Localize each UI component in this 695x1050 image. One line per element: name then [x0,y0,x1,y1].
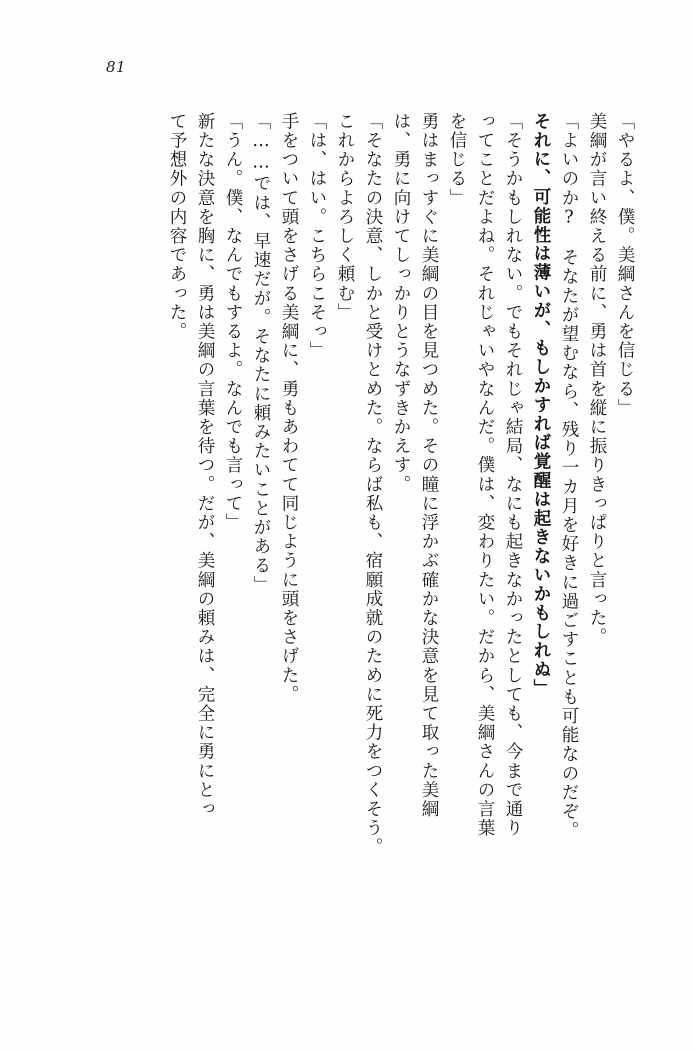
text-column: て予想外の内容であった。 [167,112,187,342]
text-column: 「うん。僕、なんでもするよ。なんでも言って」 [223,112,243,533]
text-column: 「よいのか? そなたが望むなら、残り一カ月を好きに過ごすことも可能なのだぞ。 [559,112,579,841]
text-column: これからよろしく頼む」 [335,112,355,323]
text-column: を信じる」 [447,112,467,208]
text-column: それに、可能性は薄いが、もしかすれば覚醒は起きないかもしれぬ」 [531,112,551,698]
text-column: ってことだよね。それじゃいやなんだ。僕は、変わりたい。だから、美綱さんの言葉 [475,112,495,838]
text-column: 美綱が言い終える前に、勇は首を縦に振りきっぱりと言った。 [587,112,607,647]
text-column: 手をついて頭をさげる美綱に、勇もあわてて同じように頭をさげた。 [279,112,299,705]
text-column: 新たな決意を胸に、勇は美綱の言葉を待つ。だが、美綱の頼みは、完全に勇にとっ [195,112,215,819]
text-column: 「そうかもしれない。でもそれじゃ結局、なにも起きなかったとしても、今まで通り [503,112,523,838]
text-column: は、勇に向けてしっかりとうなずきかえす。 [391,112,411,494]
text-column: 勇はまっすぐに美綱の目を見つめた。その瞳に浮かぶ確かな決意を見て取った美綱 [419,112,439,819]
page-number: 81 [106,58,127,76]
text-column: 「は、はい。こちらこそっ」 [307,112,327,361]
text-column: 「……では、早速だが。そなたに頼みたいことがある」 [251,112,271,595]
text-column: 「やるよ、僕。美綱さんを信じる」 [615,112,635,418]
text-column: 「そなたの決意、しかと受けとめた。ならば私も、宿願成就のために死力をつくそう。 [363,112,383,857]
vertical-text-body [62,112,633,992]
